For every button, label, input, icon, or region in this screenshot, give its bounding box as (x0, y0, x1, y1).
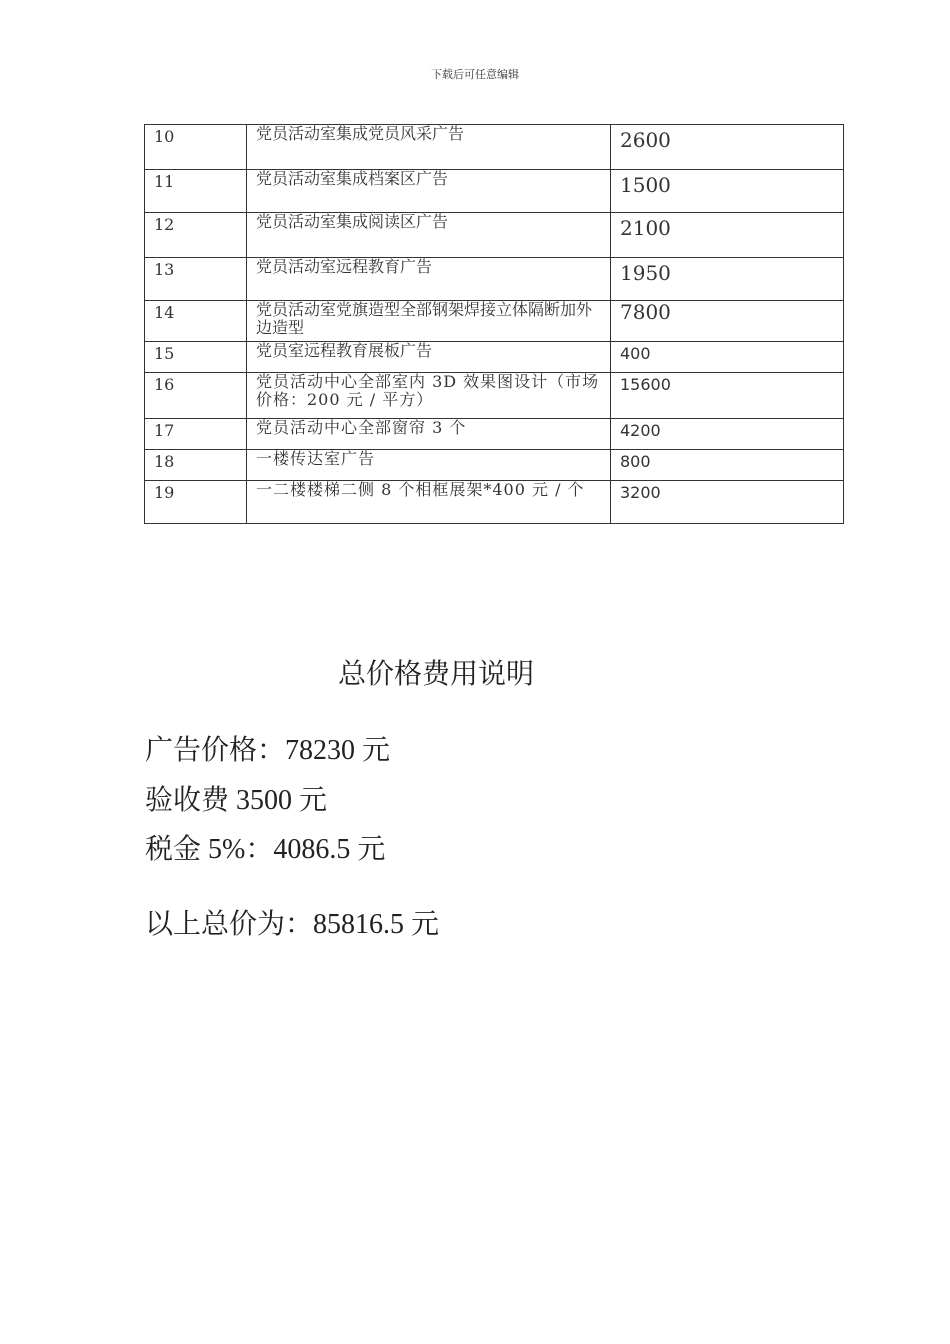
row-number: 19 (145, 481, 247, 524)
row-description: 一楼传达室广告 (247, 450, 611, 481)
summary-title: 总价格费用说明 (337, 659, 534, 690)
table-row (145, 373, 844, 419)
table-row (145, 450, 844, 481)
row-description: 一二楼楼梯二侧 8 个相框展架*400 元 / 个 (247, 481, 611, 524)
table-row (145, 125, 844, 170)
row-amount: 400 (611, 342, 844, 373)
row-number: 18 (145, 450, 247, 481)
table-row (145, 258, 844, 301)
row-description: 党员活动室远程教育广告 (247, 258, 611, 301)
table-row (145, 342, 844, 373)
row-amount: 2100 (611, 213, 844, 258)
total-line: 以上总价为：85816.5 元 (145, 909, 440, 940)
row-number: 14 (145, 301, 247, 342)
row-number: 17 (145, 419, 247, 450)
table-row (145, 170, 844, 213)
row-number: 16 (145, 373, 247, 419)
row-description: 党员活动室集成档案区广告 (247, 170, 611, 213)
row-amount: 15600 (611, 373, 844, 419)
row-number: 11 (145, 170, 247, 213)
row-description: 党员活动中心全部窗帘 3 个 (247, 419, 611, 450)
row-number: 15 (145, 342, 247, 373)
tax-line: 税金 5%：4086.5 元 (145, 834, 386, 865)
row-amount: 1950 (611, 258, 844, 301)
table-row (145, 301, 844, 342)
row-number: 13 (145, 258, 247, 301)
page-header-note: 下载后可任意编辑 (431, 68, 519, 81)
table-row (145, 481, 844, 524)
row-description: 党员活动室集成阅读区广告 (247, 213, 611, 258)
ad-price-line: 广告价格：78230 元 (145, 735, 391, 766)
row-amount: 3200 (611, 481, 844, 524)
acceptance-fee-line: 验收费 3500 元 (145, 785, 328, 816)
row-description: 党员活动室集成党员风采广告 (247, 125, 611, 170)
row-description: 党员活动室党旗造型全部钢架焊接立体隔断加外边造型 (247, 301, 611, 342)
table-row (145, 419, 844, 450)
row-amount: 800 (611, 450, 844, 481)
row-amount: 4200 (611, 419, 844, 450)
row-amount: 1500 (611, 170, 844, 213)
row-description: 党员活动中心全部室内 3D 效果图设计（市场价格：200 元 / 平方） (247, 373, 611, 419)
row-amount: 7800 (611, 301, 844, 342)
row-number: 12 (145, 213, 247, 258)
row-number: 10 (145, 125, 247, 170)
row-description: 党员室远程教育展板广告 (247, 342, 611, 373)
price-table (144, 124, 844, 524)
table-row (145, 213, 844, 258)
row-amount: 2600 (611, 125, 844, 170)
